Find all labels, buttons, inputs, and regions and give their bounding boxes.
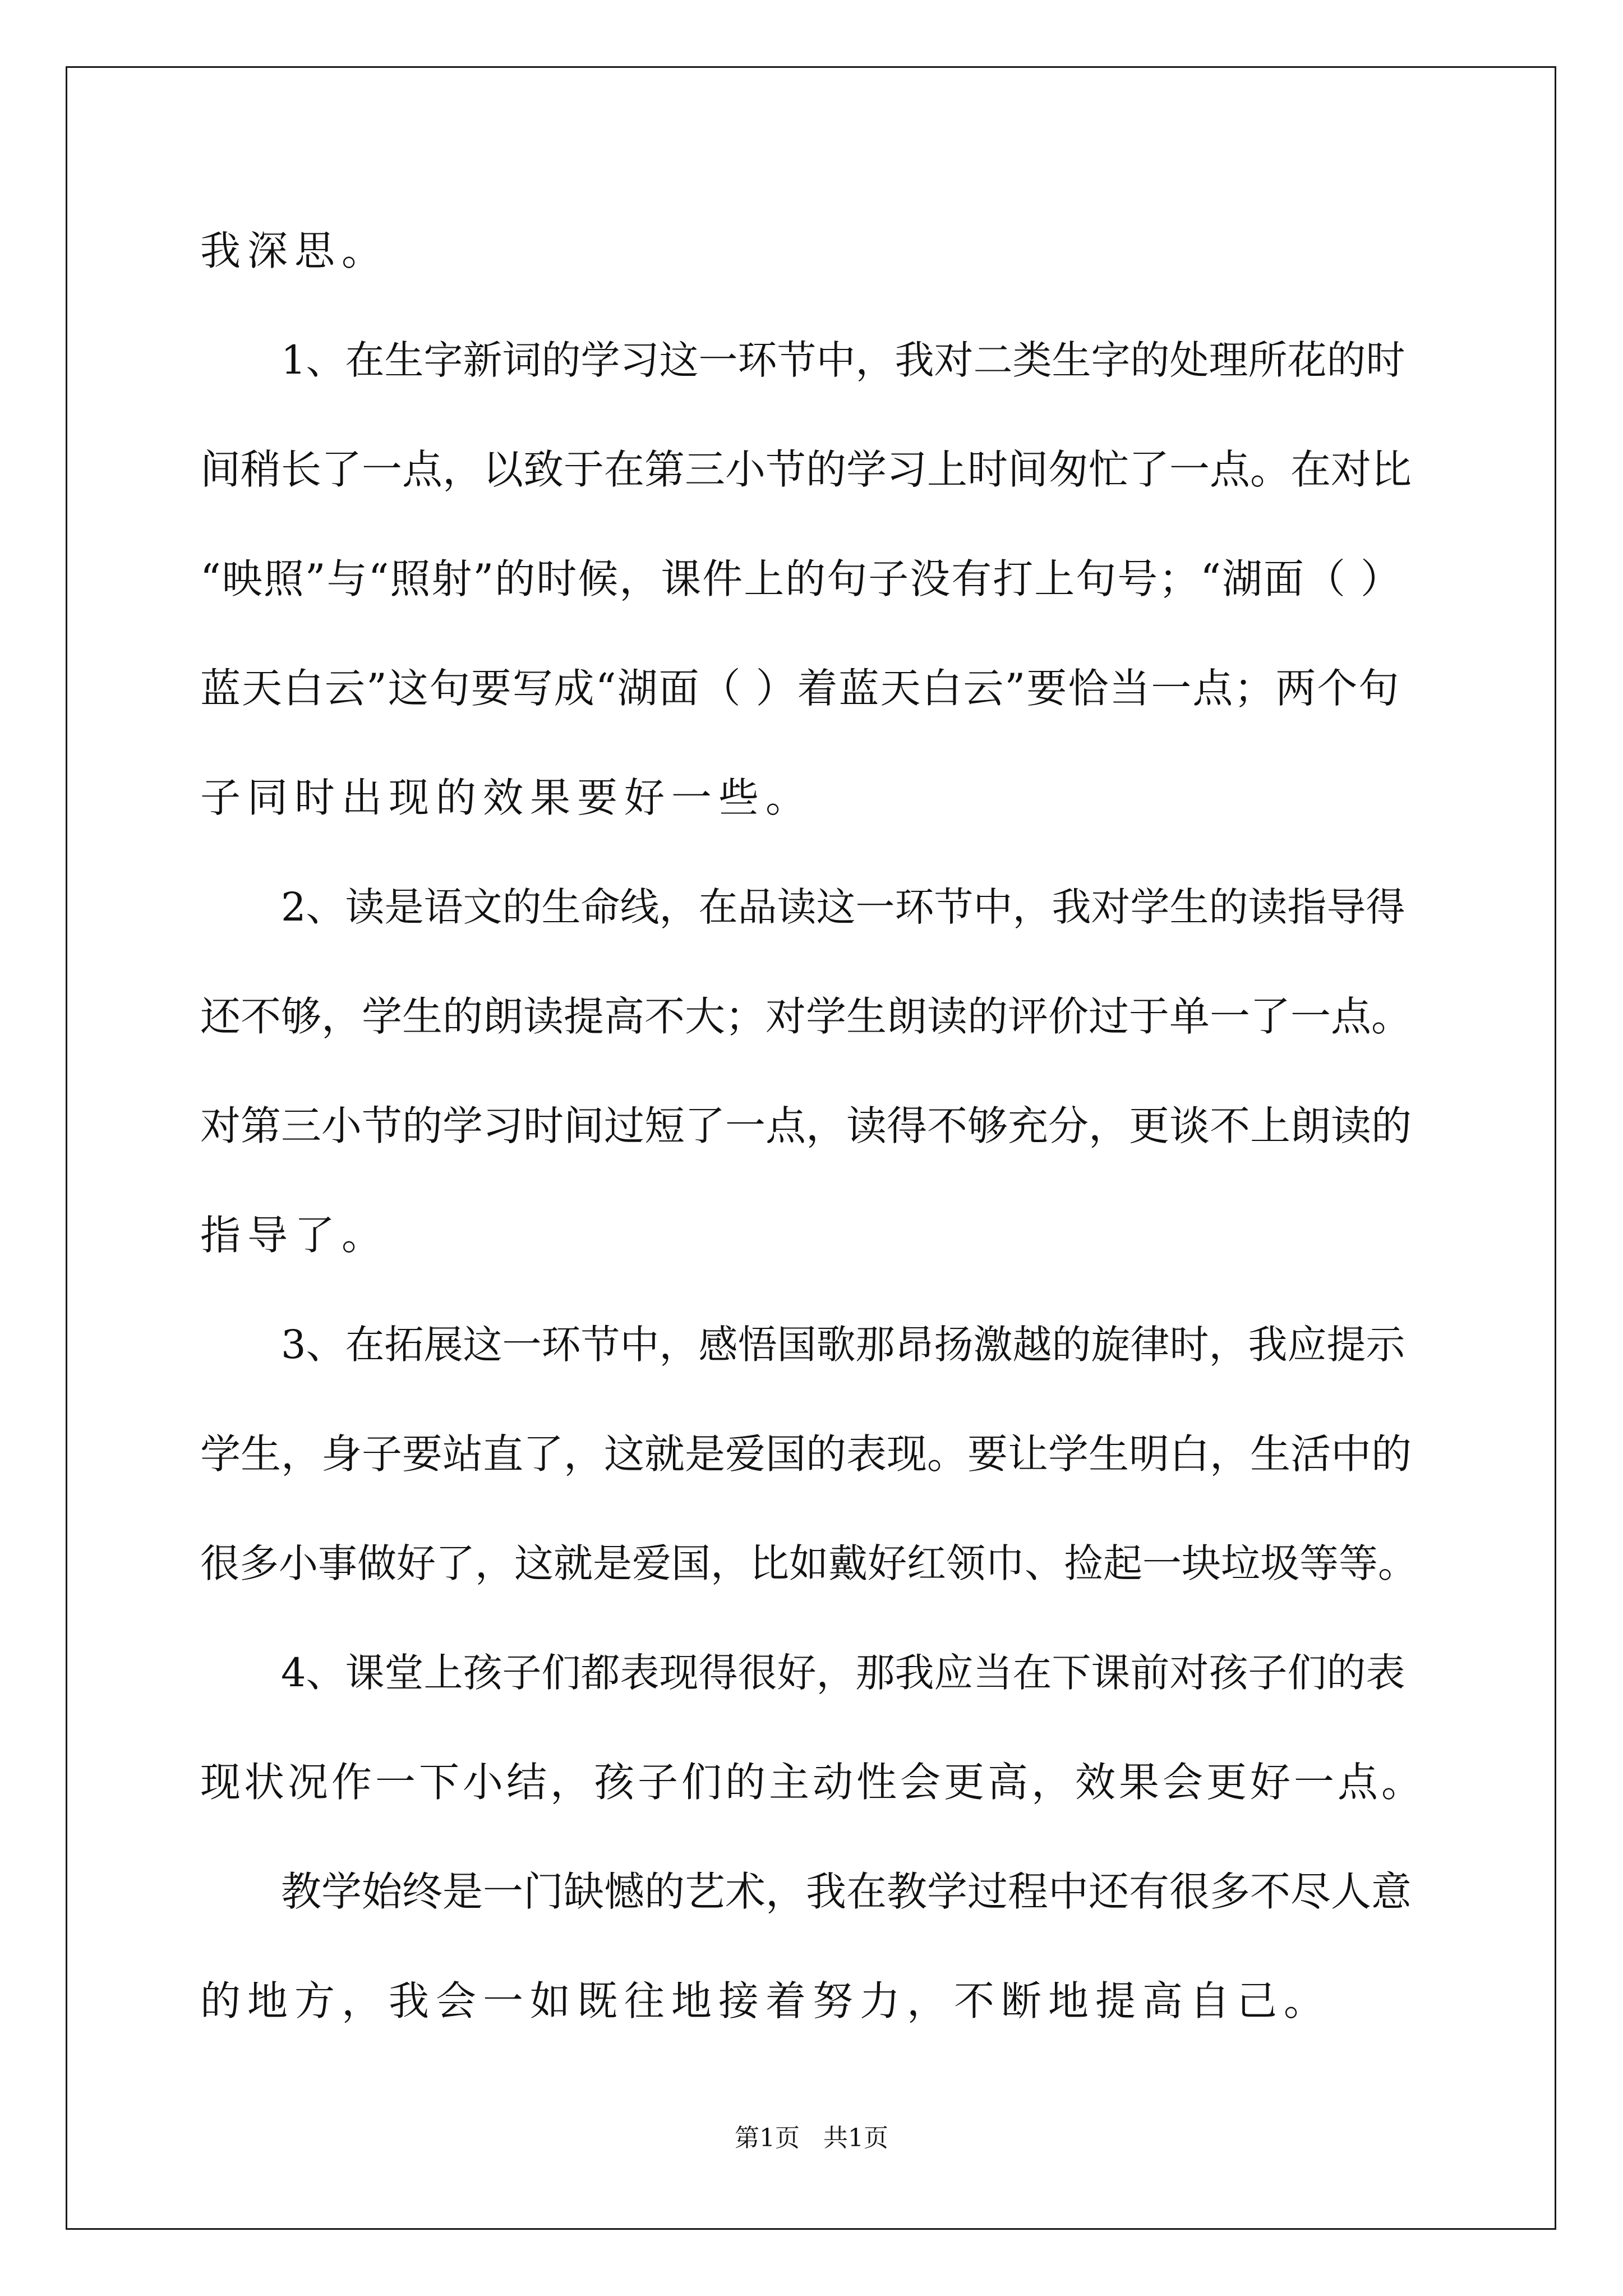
text-line: 对第三小节的学习时间过短了一点，读得不够充分，更谈不上朗读的 — [200, 1102, 1412, 1149]
text-line: 很多小事做好了，这就是爱国，比如戴好红领巾、捡起一块垃圾等等。 — [200, 1540, 1417, 1586]
text-line: 1、在生字新词的学习这一环节中，我对二类生字的处理所花的时 — [281, 337, 1405, 383]
text-line: 4、课堂上孩子们都表现得很好，那我应当在下课前对孩子们的表 — [281, 1650, 1405, 1696]
text-line: 的地方，我会一如既往地接着努力，不断地提高自己。 — [200, 1977, 1331, 2024]
text-line: 我深思。 — [200, 227, 389, 274]
text-line: 还不够，学生的朗读提高不大；对学生朗读的评价过于单一了一点。 — [200, 993, 1412, 1040]
text-line: 3、在拓展这一环节中，感悟国歌那昂扬激越的旋律时，我应提示 — [281, 1322, 1405, 1368]
text-line: 2、读是语文的生命线，在品读这一环节中，我对学生的读指导得 — [281, 884, 1405, 930]
text-line: 学生，身子要站直了，这就是爱国的表现。要让学生明白，生活中的 — [200, 1430, 1412, 1478]
text-line: 现状况作一下小结，孩子们的主动性会更高，效果会更好一点。 — [200, 1759, 1426, 1806]
page-number-current: 第1页 — [735, 2124, 800, 2152]
text-line: 子同时出现的效果要好一些。 — [200, 774, 813, 821]
text-line: 教学始终是一门缺憾的艺术，我在教学过程中还有很多不尽人意 — [281, 1868, 1412, 1915]
text-line: “映照”与“照射”的时候，课件上的句子没有打上句号；“湖面（ ） — [200, 555, 1402, 602]
text-line: 蓝天白云”这句要写成“湖面（ ）着蓝天白云”要恰当一点；两个句 — [200, 665, 1400, 712]
text-line: 间稍长了一点，以致于在第三小节的学习上时间匆忙了一点。在对比 — [200, 446, 1412, 493]
text-line: 指导了。 — [200, 1212, 389, 1259]
page-footer — [0, 2123, 1623, 2154]
page-number-total: 共1页 — [823, 2124, 888, 2152]
